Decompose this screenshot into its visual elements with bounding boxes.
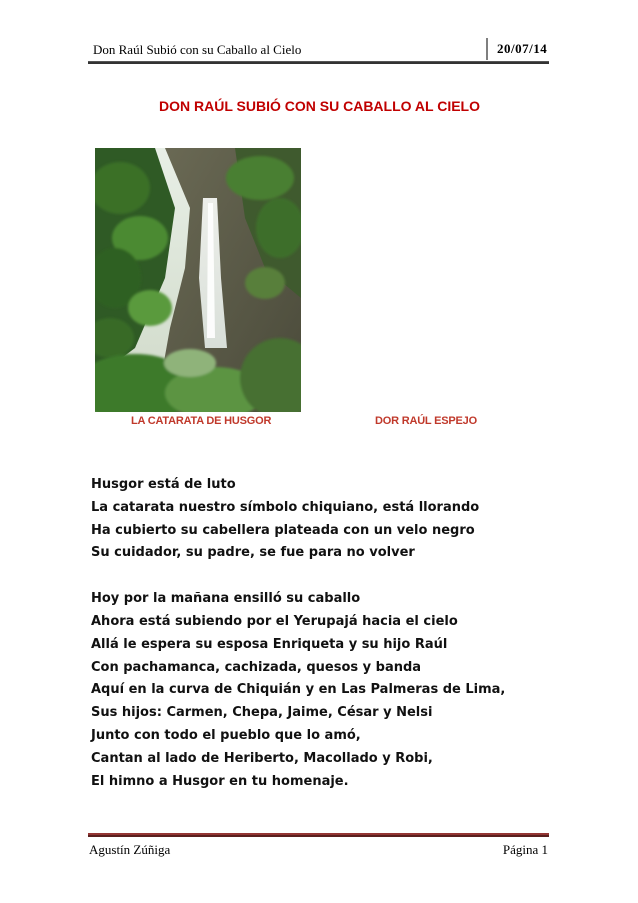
poem-line: Husgor está de luto [91, 477, 236, 492]
footer-author: Agustín Zúñiga [89, 842, 171, 857]
footer-divider [88, 833, 549, 837]
poem-line: La catarata nuestro símbolo chiquiano, está llorando [91, 499, 480, 515]
poem-line: Aquí en la curva de Chiquián y en Las Palmeras de Lima, [91, 682, 506, 698]
poem-line: Allá le espera su esposa Enriqueta y su hijo Raúl [91, 636, 448, 652]
poem-line: Su cuidador, su padre, se fue para no volver [91, 545, 415, 561]
page-number: Página 1 [502, 842, 548, 857]
poem-line: Con pachamanca, cachizada, quesos y banda [91, 659, 422, 675]
poem-line: Ha cubierto su cabellera plateada con un velo negro [91, 522, 475, 538]
portrait-caption: DOR RAÚL ESPEJO [375, 415, 477, 427]
poem [91, 474, 551, 793]
poem-line: Junto con todo el pueblo que lo amó, [91, 727, 361, 743]
header-divider [88, 61, 549, 64]
document-title: DON RAÚL SUBIÓ CON SU CABALLO AL CIELO [159, 98, 480, 114]
poem-stanza-2 [91, 588, 551, 793]
header-title: Don Raúl Subió con su Caballo al Cielo [93, 42, 302, 57]
poem-line: Cantan al lado de Heriberto, Macollado y Robi, [91, 750, 433, 766]
poem-line: Sus hijos: Carmen, Chepa, Jaime, César y Nelsi [91, 705, 433, 721]
poem-line: El himno a Husgor en tu homenaje. [91, 773, 349, 789]
poem-line: Hoy por la mañana ensilló su caballo [91, 591, 361, 607]
poem-stanza-1 [91, 474, 551, 565]
stanza-gap [91, 565, 551, 588]
waterfall-caption: LA CATARATA DE HUSGOR [131, 415, 272, 427]
header-date: 20/07/14 [486, 38, 557, 60]
waterfall-photo [95, 148, 301, 412]
poem-line: Ahora está subiendo por el Yerupajá hacia el cielo [91, 613, 458, 629]
portrait-photo [313, 143, 513, 405]
